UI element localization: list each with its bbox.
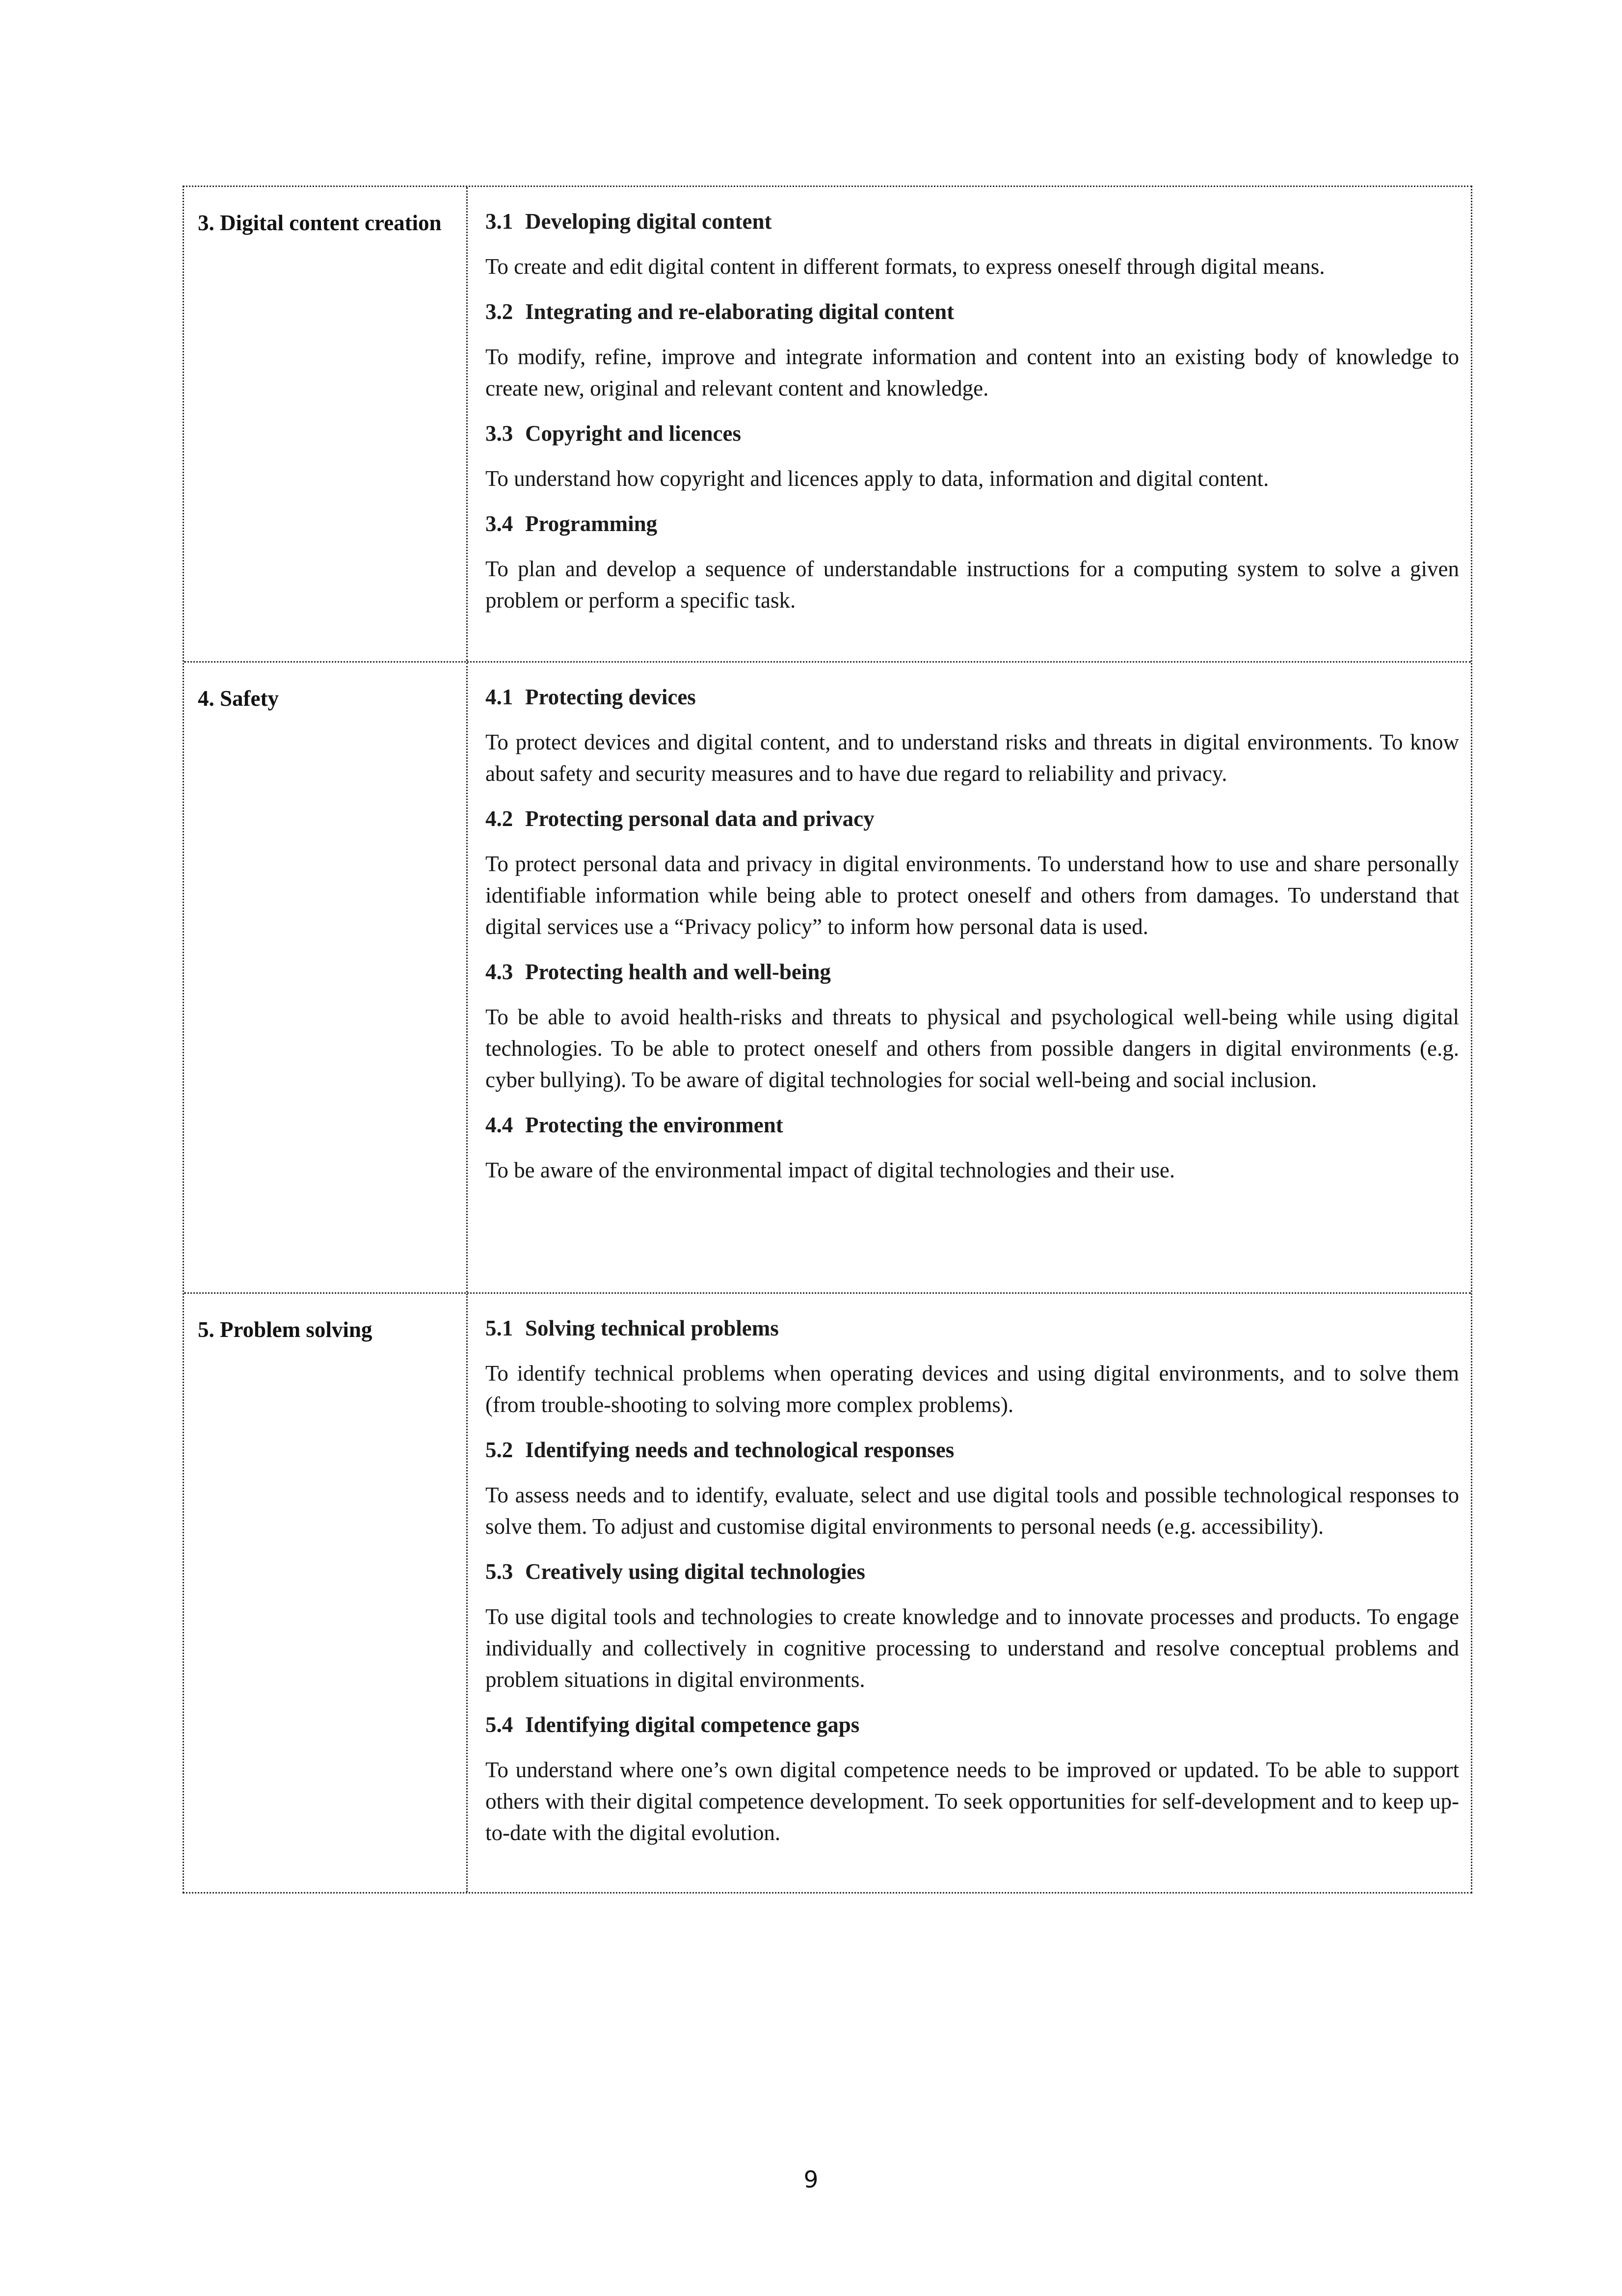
- competence-heading: [485, 956, 1459, 988]
- competence-heading: [485, 418, 1459, 449]
- competence-number: 4.3: [485, 960, 513, 984]
- competence-number: 4.4: [485, 1113, 513, 1137]
- competence-item: [485, 1109, 1459, 1186]
- area-cell: [184, 1294, 468, 1892]
- area-label: 5. Problem solving: [198, 1317, 372, 1342]
- competence-item: [485, 508, 1459, 616]
- competence-title: Solving technical problems: [525, 1316, 779, 1340]
- competence-heading: [485, 803, 1459, 834]
- area-cell: [184, 663, 468, 1292]
- competence-heading: [485, 1434, 1459, 1466]
- area-label: 3. Digital content creation: [198, 211, 442, 235]
- competence-item: [485, 418, 1459, 494]
- competence-description: To plan and develop a sequence of understandable instructions for a computing system to solve a given problem or perform a specific task.: [485, 557, 1459, 613]
- competence-title: Creatively using digital technologies: [525, 1559, 865, 1584]
- competence-heading: [485, 1709, 1459, 1740]
- competence-item: [485, 681, 1459, 789]
- competence-description: To identify technical problems when operating devices and using digital environments, and to solve them (from trouble-shooting to solving more complex problems).: [485, 1361, 1459, 1417]
- competence-title: Protecting personal data and privacy: [525, 806, 875, 831]
- competence-number: 3.3: [485, 421, 513, 446]
- competence-description: To assess needs and to identify, evaluate, select and use digital tools and possible technological responses to solve them. To adjust and customise digital environments to personal needs (e.g. accessibility).: [485, 1483, 1459, 1539]
- competence-description: To create and edit digital content in different formats, to express oneself through digital means.: [485, 254, 1325, 279]
- competence-item: [485, 956, 1459, 1095]
- competence-description: To protect devices and digital content, and to understand risks and threats in digital environments. To know about safety and security measures and to have due regard to reliability and privacy.: [485, 730, 1459, 786]
- competence-heading: [485, 1109, 1459, 1141]
- competence-description: To use digital tools and technologies to create knowledge and to innovate processes and products. To engage individually and collectively in cognitive processing to understand and resolve conceptual problems and problem situations in digital environments.: [485, 1604, 1459, 1692]
- competence-table: [183, 186, 1472, 1894]
- competence-item: [485, 1556, 1459, 1695]
- competence-number: 3.1: [485, 209, 513, 234]
- competence-number: 5.4: [485, 1712, 513, 1737]
- detail-cell: [468, 1294, 1471, 1892]
- competence-description: To be able to avoid health-risks and threats to physical and psychological well-being while using digital technologies. To be able to protect oneself and others from possible dangers in digital environments (e.g. cyber bullying). To be aware of digital technologies for social well-being and social inclusion.: [485, 1005, 1459, 1092]
- competence-title: Protecting health and well-being: [525, 960, 831, 984]
- competence-heading: [485, 681, 1459, 713]
- competence-title: Protecting devices: [525, 685, 696, 709]
- competence-number: 3.2: [485, 299, 513, 324]
- detail-cell: [468, 187, 1471, 661]
- competence-item: [485, 1709, 1459, 1848]
- competence-description: To protect personal data and privacy in digital environments. To understand how to use and share personally identifiable information while being able to protect oneself and others from damages. To understand that digital services use a “Privacy policy” to inform how personal data is used.: [485, 852, 1459, 939]
- competence-title: Identifying needs and technological responses: [525, 1438, 955, 1462]
- competence-title: Programming: [525, 511, 658, 536]
- detail-cell: [468, 663, 1471, 1292]
- competence-number: 4.1: [485, 685, 513, 709]
- competence-heading: [485, 508, 1459, 539]
- competence-item: [485, 206, 1459, 282]
- competence-number: 4.2: [485, 806, 513, 831]
- competence-item: [485, 1434, 1459, 1542]
- competence-item: [485, 1312, 1459, 1420]
- competence-number: 3.4: [485, 511, 513, 536]
- competence-title: Copyright and licences: [525, 421, 742, 446]
- competence-heading: [485, 206, 1459, 237]
- competence-description: To modify, refine, improve and integrate information and content into an existing body of knowledge to create new, original and relevant content and knowledge.: [485, 345, 1459, 400]
- competence-description: To be aware of the environmental impact of digital technologies and their use.: [485, 1158, 1175, 1182]
- competence-title: Developing digital content: [525, 209, 772, 234]
- area-cell: [184, 187, 468, 661]
- competence-title: Identifying digital competence gaps: [525, 1712, 860, 1737]
- table-row: [184, 661, 1471, 1292]
- table-row: [184, 1292, 1471, 1892]
- area-label: 4. Safety: [198, 686, 279, 711]
- competence-title: Integrating and re-elaborating digital content: [525, 299, 955, 324]
- competence-number: 5.1: [485, 1316, 513, 1340]
- competence-item: [485, 803, 1459, 942]
- competence-heading: [485, 1312, 1459, 1344]
- competence-number: 5.2: [485, 1438, 513, 1462]
- competence-heading: [485, 1556, 1459, 1587]
- competence-item: [485, 296, 1459, 404]
- competence-description: To understand where one’s own digital competence needs to be improved or updated. To be able to support others with their digital competence development. To seek opportunities for self-development and to keep up-to-date with the digital evolution.: [485, 1758, 1459, 1845]
- page-number: 9: [803, 2166, 819, 2193]
- competence-title: Protecting the environment: [525, 1113, 783, 1137]
- competence-number: 5.3: [485, 1559, 513, 1584]
- competence-heading: [485, 296, 1459, 327]
- competence-description: To understand how copyright and licences apply to data, information and digital content.: [485, 466, 1269, 491]
- table-row: [184, 187, 1471, 661]
